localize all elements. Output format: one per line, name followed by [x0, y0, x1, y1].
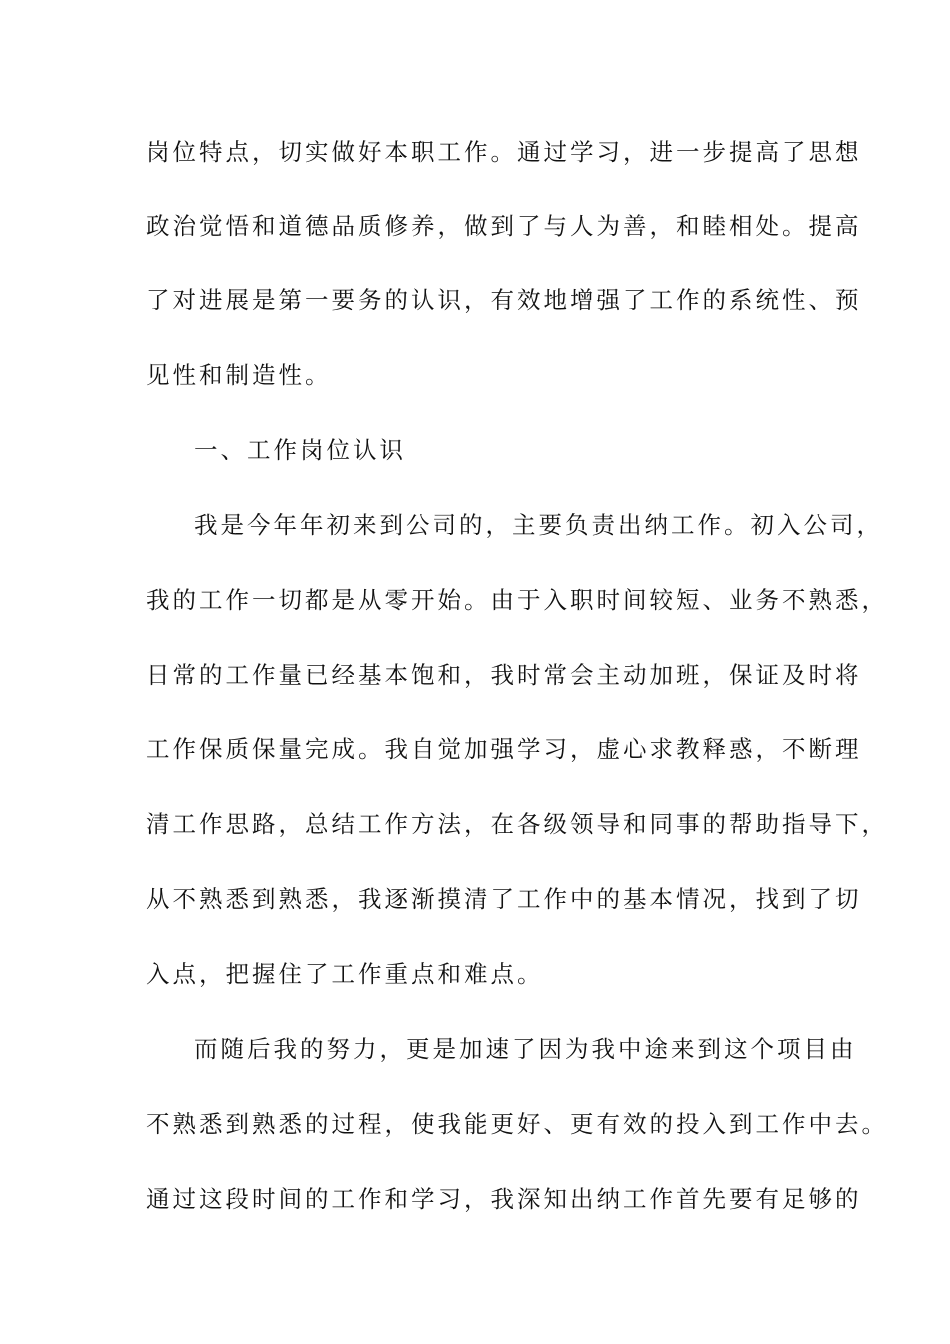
- text-line: 政治觉悟和道德品质修养，做到了与人为善，和睦相处。提高: [146, 212, 862, 240]
- text-line: 工作保质保量完成。我自觉加强学习，虚心求教释惑，不断理: [146, 735, 862, 763]
- text-line: 见性和制造性。: [146, 361, 332, 389]
- text-line: 了对进展是第一要务的认识，有效地增强了工作的系统性、预: [146, 286, 862, 314]
- text-line: 从不熟悉到熟悉，我逐渐摸清了工作中的基本情况，找到了切: [146, 885, 862, 913]
- text-line: 通过这段时间的工作和学习，我深知出纳工作首先要有足够的: [146, 1185, 862, 1213]
- text-line: 而随后我的努力，更是加速了因为我中途来到这个项目由: [194, 1035, 857, 1063]
- section-heading: 一、工作岗位认识: [194, 436, 406, 464]
- text-line: 我的工作一切都是从零开始。由于入职时间较短、业务不熟悉，: [146, 586, 888, 614]
- text-line: 入点，把握住了工作重点和难点。: [146, 960, 544, 988]
- text-line: 我是今年年初来到公司的，主要负责出纳工作。初入公司，: [194, 511, 883, 539]
- text-line: 岗位特点，切实做好本职工作。通过学习，进一步提高了思想: [146, 138, 862, 166]
- text-line: 日常的工作量已经基本饱和，我时常会主动加班，保证及时将: [146, 661, 862, 689]
- text-line: 清工作思路，总结工作方法，在各级领导和同事的帮助指导下，: [146, 810, 888, 838]
- text-line: 不熟悉到熟悉的过程，使我能更好、更有效的投入到工作中去。: [146, 1110, 888, 1138]
